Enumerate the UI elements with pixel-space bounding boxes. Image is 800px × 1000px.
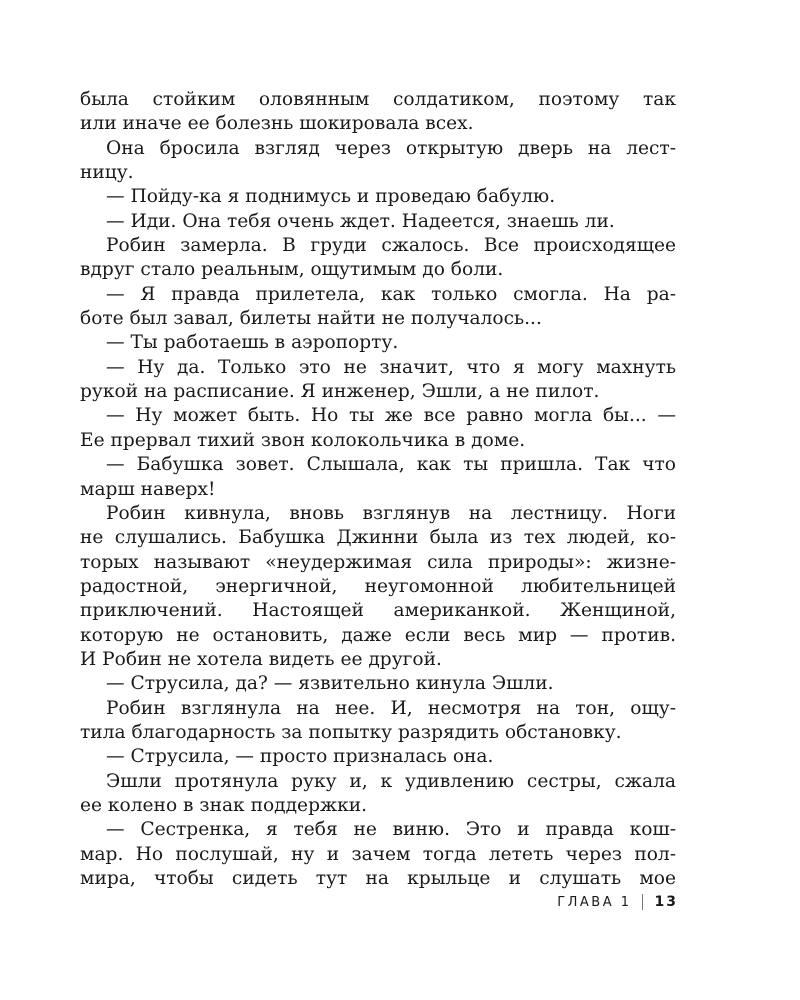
text-line: — Ну да. Только это не значит, что я могу махнуть <box>106 356 676 378</box>
text-line: марш наверх! <box>80 478 216 500</box>
text-line: ее колено в знак поддержки. <box>80 794 367 816</box>
text-line: рукой на расписание. Я инженер, Эшли, а не пилот. <box>80 381 600 403</box>
chapter-label: ГЛАВА 1 <box>557 894 632 910</box>
body-text <box>80 88 676 891</box>
text-line: тила благодарность за попытку разрядить обстановку. <box>80 721 622 743</box>
text-line: Эшли протянула руку и, к удивлению сестры, сжала <box>106 770 676 792</box>
text-line: боте был завал, билеты найти не получалось... <box>80 308 542 330</box>
text-line: Ее прервал тихий звон колокольчика в доме. <box>80 429 526 451</box>
text-line: или иначе ее болезнь шокировала всех. <box>80 113 474 135</box>
text-line: торых называют «неудержимая сила природы»: жизне- <box>80 551 676 573</box>
text-line: ницу. <box>80 162 134 184</box>
text-line: вдруг стало реальным, ощутимым до боли. <box>80 259 504 281</box>
text-line: — Бабушка зовет. Слышала, как ты пришла. Так что <box>106 454 676 476</box>
text-line: — Ну может быть. Но ты же все равно могла бы... — <box>106 405 676 427</box>
text-line: — Струсила, — просто призналась она. <box>106 746 494 768</box>
text-line: И Робин не хотела видеть ее другой. <box>80 648 442 670</box>
text-line: — Сестренка, я тебя не виню. Это и правда кош- <box>106 819 676 841</box>
text-line: была стойким оловянным солдатиком, поэтому так <box>80 89 676 110</box>
text-line: — Пойду-ка я поднимусь и проведаю бабулю. <box>106 186 556 208</box>
text-line: радостной, энергичной, неугомонной любительницей <box>80 575 676 597</box>
text-line: которую не остановить, даже если весь мир — против. <box>80 624 676 646</box>
text-line: Робин кивнула, вновь взглянув на лестницу. Ноги <box>106 502 676 524</box>
text-line: — Я правда прилетела, как только смогла. На ра- <box>106 283 676 305</box>
text-line: приключений. Настоящей американкой. Женщиной, <box>80 600 676 622</box>
text-line: Робин взглянула на нее. И, несмотря на тон, ощу- <box>106 697 676 719</box>
text-line: мар. Но послушай, ну и зачем тогда лететь через пол- <box>80 843 676 865</box>
text-line: не слушались. Бабушка Джинни была из тех людей, ко- <box>80 527 676 549</box>
text-line: — Струсила, да? — язвительно кинула Эшли. <box>106 673 554 695</box>
text-line: Она бросила взгляд через открытую дверь на лест- <box>106 137 676 159</box>
text-line: — Ты работаешь в аэропорту. <box>106 332 399 354</box>
text-line: — Иди. Она тебя очень ждет. Надеется, знаешь ли. <box>106 210 615 232</box>
page-footer <box>520 892 678 912</box>
footer-divider <box>642 894 643 910</box>
text-line: Робин замерла. В груди сжалось. Все происходящее <box>106 235 676 257</box>
text-line: мира, чтобы сидеть тут на крыльце и слушать мое <box>80 868 676 889</box>
page-number: 13 <box>654 894 678 910</box>
